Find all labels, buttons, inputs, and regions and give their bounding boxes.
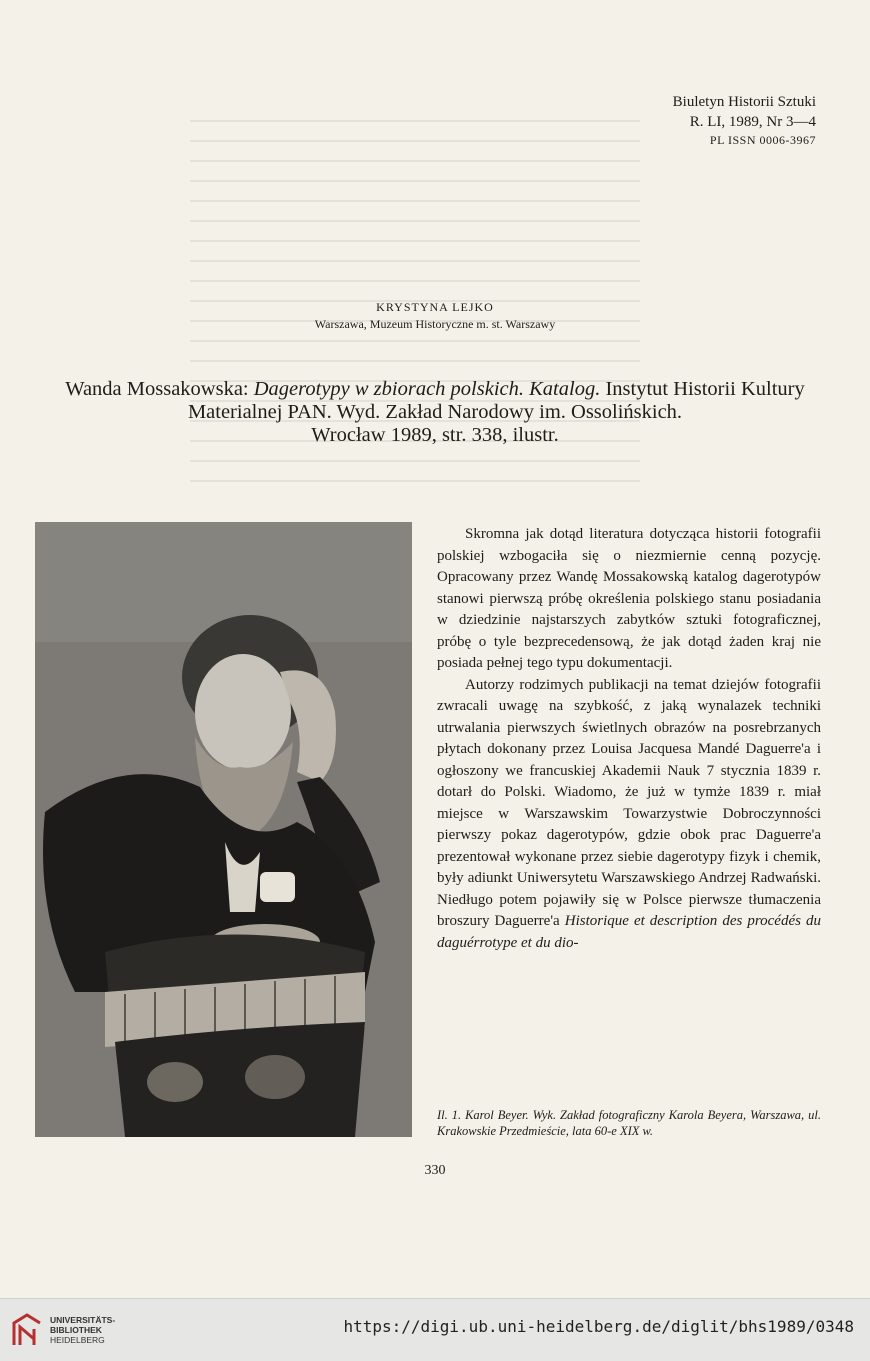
book-author: Wanda Mossakowska: <box>65 378 249 400</box>
book-title: Dagerotypy w zbiorach polskich. Katalog. <box>253 378 601 400</box>
journal-name: Biuletyn Historii Sztuki <box>672 94 816 110</box>
viewer-footer <box>0 1298 870 1361</box>
journal-header <box>673 92 816 148</box>
author-affiliation: Warszawa, Muzeum Historyczne m. st. Warszawy <box>314 317 556 331</box>
book-reference <box>46 378 824 447</box>
review-body <box>437 524 821 954</box>
paragraph-2-main: Autorzy rodzimych publikacji na temat dziejów fotografii zwracali uwagę na szybkość, z jaką wynalazek techniki utrwalania pierwszych świetlnych obrazów na posrebrzanych płytach dokonany przez Louisa Jacquesa Mandé Daguerre'a i ogłoszony we francuskiej Akademii Nauk 7 stycznia 1839 r. dotarł do Polski. Wiadomo, że już w tymże 1839 r. miał miejsce w Warszawskim Towarzystwie Dobroczynności pierwszy pokaz dagerotypów, gdzie obok prac Daguerre'a prezentował wykonane przez siebie dagerotypy fizyk i chemik, były adiunkt Uniwersytetu Warszawskiego Andrzej Radwański. Niedługo potem pojawiły się w Polsce pierwsze tłumaczenia broszury Daguerre'a <box>437 676 821 929</box>
library-name <box>50 1315 115 1345</box>
review-author <box>0 298 870 332</box>
paragraph-2-italic: Historique et description des procédés du daguérrotype et du dio- <box>437 913 821 951</box>
journal-volume: R. LI, 1989, Nr 3—4 <box>689 114 816 130</box>
portrait-illustration <box>35 522 412 1137</box>
library-line-2: BIBLIOTHEK <box>50 1325 102 1335</box>
university-library-logo-icon <box>10 1311 44 1347</box>
library-line-1: UNIVERSITÄTS- <box>50 1315 116 1325</box>
paragraph-2 <box>437 675 821 955</box>
figure-caption: Il. 1. Karol Beyer. Wyk. Zakład fotograficzny Karola Beyera, Warszawa, ul. Krakowskie Przedmieście, lata 60-e XIX w. <box>437 1108 821 1138</box>
permalink-url[interactable]: https://digi.ub.uni-heidelberg.de/diglit/bhs1989/0348 <box>343 1317 854 1336</box>
book-publisher: Instytut Historii Kultury Materialnej PAN. Wyd. Zakład Narodowy im. Ossolińskich. <box>187 378 805 423</box>
paragraph-1: Skromna jak dotąd literatura dotycząca historii fotografii polskiej wzbogaciła się o niezmiernie cenną pozycję. Opracowany przez Wandę Mossakowską katalog dagerotypów stanowi pierwszą próbę określenia polskiego stanu posiadania w dziedzinie najstarszych zabytków sztuki fotograficznej, próbę o tyle bezprecedensową, że jak dotąd żaden kraj nie posiada pełnej tego typu dokumentacji. <box>437 526 821 671</box>
portrait-photograph <box>35 522 412 1137</box>
book-place-year: Wrocław 1989, str. 338, ilustr. <box>311 424 559 446</box>
author-name: KRYSTYNA LEJKO <box>376 300 494 314</box>
page-number: 330 <box>424 1163 446 1178</box>
journal-issn: PL ISSN 0006-3967 <box>709 133 816 147</box>
library-line-3: HEIDELBERG <box>50 1335 105 1345</box>
